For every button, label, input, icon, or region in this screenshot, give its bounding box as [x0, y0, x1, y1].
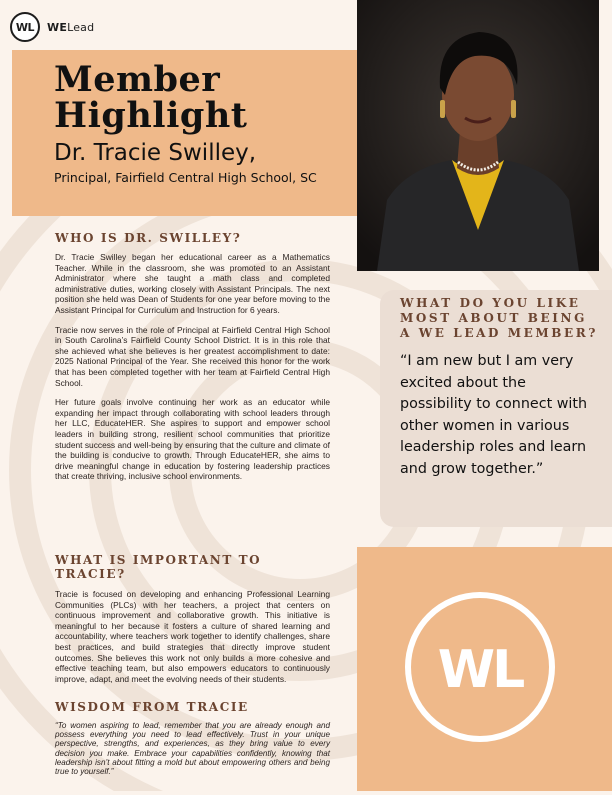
brand-name	[47, 21, 94, 34]
section-who-heading: WHO IS DR. SWILLEY?	[55, 231, 242, 245]
who-paragraph-2: Tracie now serves in the role of Principal at Fairfield Central High School in South Carolina’s Fairfield County School District. It is in this role that she achieved what she believes is her greatest accomplishment to date: 2025 National Principal of the Year. She received this honor for the work that has been completed together with her team at Fairfield Central High School.	[55, 324, 330, 388]
big-logo-text: WL	[437, 640, 523, 700]
qa-box	[380, 290, 612, 527]
section-wisdom-heading: WISDOM FROM TRACIE	[55, 700, 249, 714]
brand-name-bold: WE	[47, 20, 68, 34]
qa-question: WHAT DO YOU LIKE MOST ABOUT BEING A WE LEAD MEMBER?	[400, 296, 598, 340]
title-block	[12, 50, 357, 216]
page-title-line2: Highlight	[54, 95, 248, 136]
member-role: Principal, Fairfield Central High School, SC	[54, 170, 317, 185]
portrait-photo	[357, 0, 599, 271]
who-paragraph-1: Dr. Tracie Swilley began her educational career as a Mathematics Teacher. While in the classroom, she was promoted to an Assistant Administrator where she taught a math class and completed administrative duties, working closely with Assistant Principals. The next position she held was Dean of Students for one year before moving to the Assistant Principal for Curriculum and Instruction for 6 years.	[55, 252, 330, 315]
section-important	[55, 553, 330, 684]
qa-answer: “I am new but I am very excited about the possibility to connect with other women in various leadership roles and learn and grow together.”	[400, 353, 588, 477]
brand-logo-icon	[10, 12, 40, 42]
portrait-illustration	[357, 0, 599, 271]
member-name: Dr. Tracie Swilley,	[54, 140, 257, 166]
page-title-line1: Member	[54, 59, 221, 100]
wisdom-quote: “To women aspiring to lead, remember that you are already enough and possess everything you need to lead effectively. Trust in your unique perspective, strengths, and experiences, as they bring value to every decision you make. Embrace your capabilities confidently, knowing that leadership isn’t about fitting a mold but about empowering others and being true to yourself.”	[55, 721, 330, 777]
important-paragraph: Tracie is focused on developing and enhancing Professional Learning Communities (PLCs) with her teachers, a project that centers on continuous improvement and collaborative growth. This initiative is meaningful to her because it fosters a culture of shared learning and accountability, where teachers work together to identify challenges, share best practices, and build strategies that directly improve student outcomes. She believes this work not only builds a more cohesive and effective teaching team, but also empowers educators to continuously improve, adapt, and meet the evolving needs of their students.	[55, 589, 330, 684]
brand	[10, 12, 94, 42]
we-lead-logo-icon	[357, 547, 612, 791]
brand-logo-text: WL	[15, 20, 35, 34]
brand-name-rest: Lead	[67, 20, 95, 34]
who-paragraph-3: Her future goals involve continuing her work as an educator while expanding her impact through collaborating with school leaders through her LLC, EducateHER. She aspires to support and empower school leaders in building strong, resilient school communities that prioritize student success and well-being by ensuring that the culture and climate of the building is conducive to growth. Through EducateHER, she aims to drive meaningful change in education by fostering leadership practices that create thriving, inclusive school environments.	[55, 397, 330, 482]
section-important-heading: WHAT IS IMPORTANT TO TRACIE?	[55, 553, 262, 581]
logo-block	[357, 547, 612, 791]
section-wisdom	[55, 700, 330, 776]
section-who	[55, 231, 330, 482]
